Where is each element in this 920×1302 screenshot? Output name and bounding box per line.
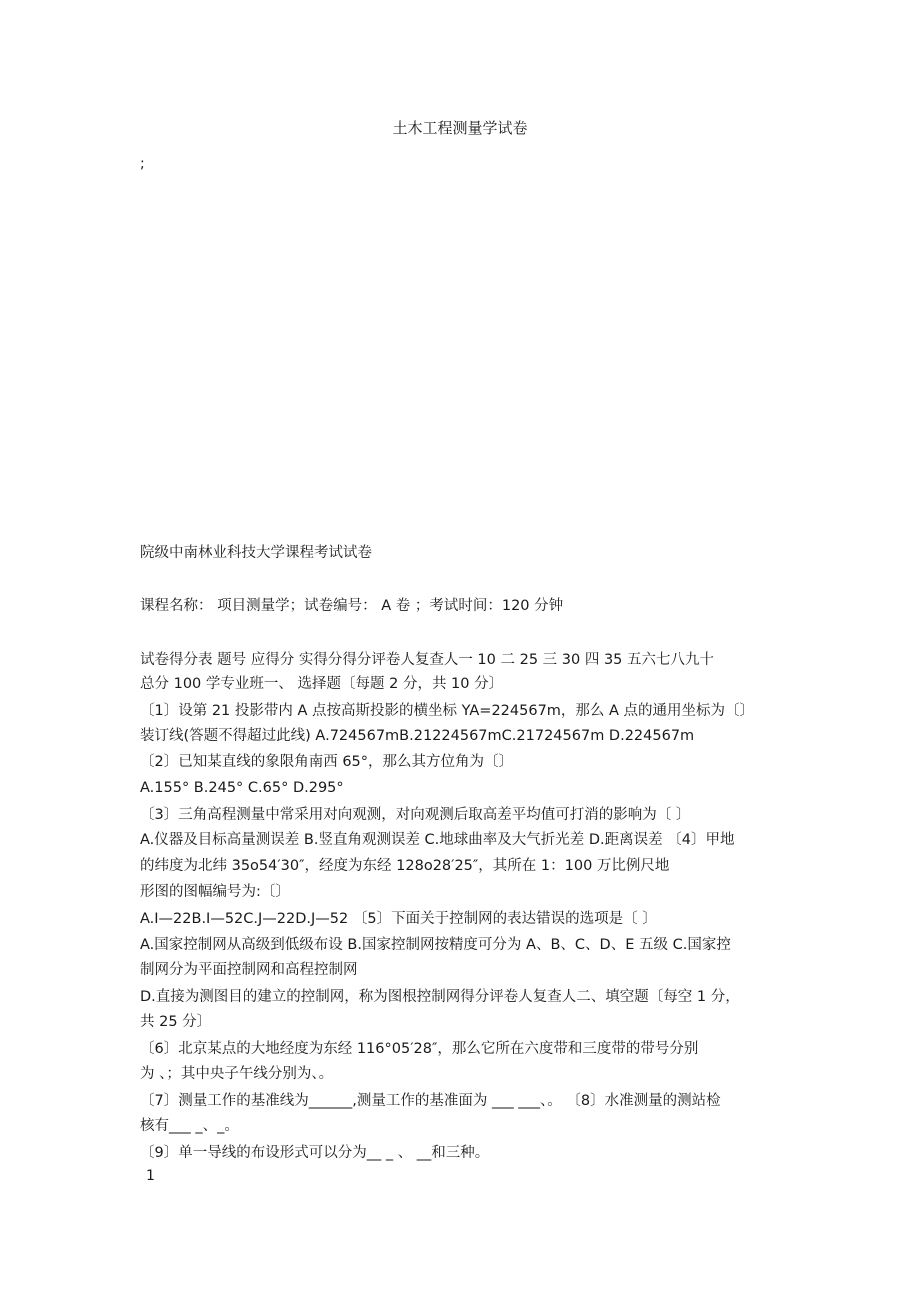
page-number: 1 — [146, 1168, 155, 1184]
question-3: 〔3〕三角高程测量中常采用对向观测，对向观测后取高差平均值可打消的影响为〔 〕 — [140, 807, 691, 823]
school-line: 院级中南林业科技大学课程考试试卷 — [140, 545, 372, 561]
document-title: 土木工程测量学试卷 — [392, 119, 528, 137]
question-2-options: A.155° B.245° C.65° D.295° — [140, 780, 344, 796]
question-9: 〔9〕单一导线的布设形式可以分为__ _ 、 __和三种。 — [140, 1145, 490, 1161]
question-4-text: 的纬度为北纬 35o54′30″，经度为东经 128o28′25″，其所在 1：100 万比例尺地 — [140, 858, 670, 874]
question-1: 〔1〕设第 21 投影带内 A 点按高斯投影的横坐标 YA=224567m，那么 A 点的通用坐标为〔〕 — [140, 703, 755, 719]
question-6-cont: 为 、；其中央子午线分别为、。 — [140, 1066, 334, 1082]
course-info-line: 课程名称： 项目测量学；试卷编号： A 卷 ；考试时间：120 分钟 — [140, 598, 564, 614]
question-3-options: A.仪器及目标高量测误差 B.竖直角观测误差 C.地球曲率及大气折光差 D.距离误差 〔4〕甲地 — [140, 832, 735, 848]
question-5-option-4: 共 25 分〕 — [140, 1014, 212, 1030]
question-7-8: 〔7〕测量工作的基准线为______,测量工作的基准面为 ___ ___、。 〔8〕水准测量的测站检 — [140, 1093, 721, 1109]
score-table-line-1: 试卷得分表 题号 应得分 实得分得分评卷人复查人一 10 二 25 三 30 四 35 五六七八九十 — [140, 652, 715, 668]
question-4-text-2: 形图的图幅编号为:〔〕 — [140, 884, 290, 900]
question-5-option-3: D.直接为测图目的建立的控制网，称为图根控制网得分评卷人复查人二、填空题〔每空 1 分， — [140, 989, 740, 1005]
question-6: 〔6〕北京某点的大地经度为东经 116°05′28″，那么它所在六度带和三度带的带号分别 — [140, 1041, 699, 1057]
score-table-line-2: 总分 100 学专业班一、 选择题〔每题 2 分，共 10 分〕 — [140, 676, 504, 692]
stray-semicolon: ; — [140, 156, 145, 172]
question-4-options: A.I—22B.I—52C.J—22D.J—52 〔5〕下面关于控制网的表达错误的选项是〔 〕 — [140, 911, 657, 927]
question-2: 〔2〕已知某直线的象限角南西 65°，那么其方位角为〔〕 — [140, 754, 514, 770]
question-5-option-1: A.国家控制网从高级到低级布设 B.国家控制网按精度可分为 A、B、C、D、E 五级 C.国家控 — [140, 937, 731, 953]
question-8-cont: 核有___ _、_。 — [140, 1118, 239, 1134]
question-5-option-2: 制网分为平面控制网和高程控制网 — [140, 962, 358, 978]
question-1-options: 装订线(答题不得超过此线) A.724567mB.21224567mC.21724567m D.224567m — [140, 728, 695, 744]
